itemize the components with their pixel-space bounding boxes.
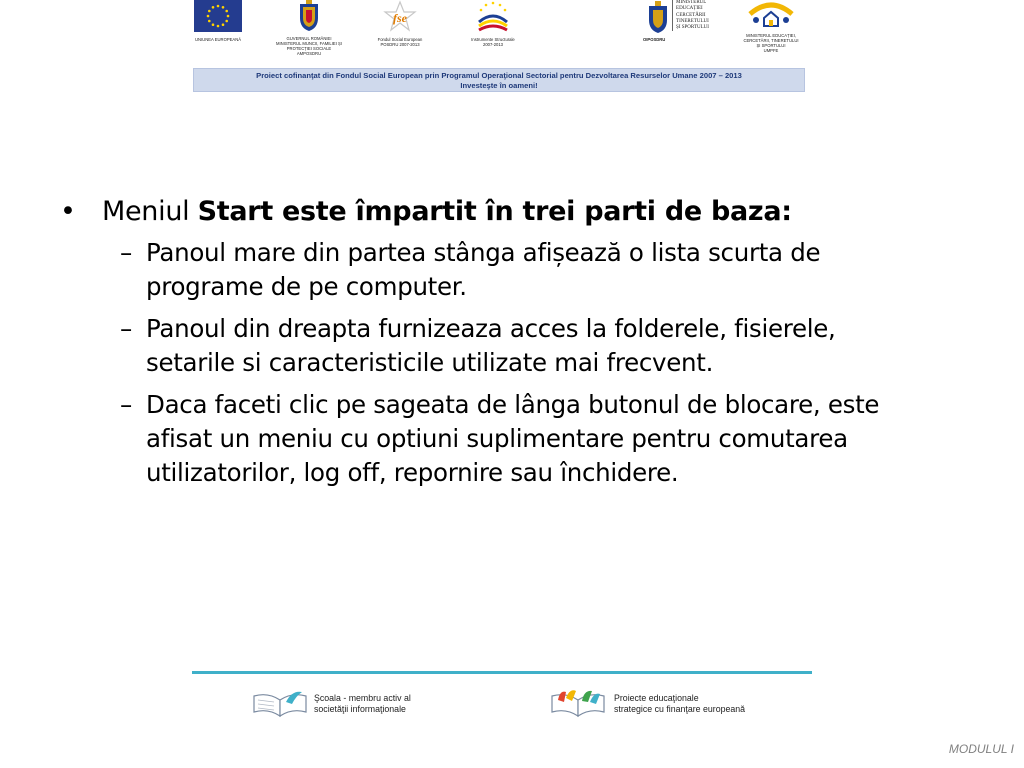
logo-fse-caption: Fondul Social European POSDRU 2007-2013 xyxy=(377,37,423,47)
logo-umpfe-caption: MINISTERUL EDUCAȚIEI, CERCETĂRII, TINERETULUI ȘI SPORTULUI UMPFE xyxy=(743,33,799,53)
footer-projects-text: Proiecte educaţionale strategice cu finanţare europeană xyxy=(614,693,746,714)
footer-divider xyxy=(192,671,812,674)
main-bullet xyxy=(60,192,960,232)
slide-body xyxy=(60,192,960,490)
cofinancing-banner xyxy=(193,68,805,92)
logo-fse xyxy=(370,0,430,47)
structural-instruments-icon xyxy=(475,0,511,34)
partner-logos-strip xyxy=(190,0,810,66)
logo-structural-instruments xyxy=(462,0,524,47)
sub-bullet-1 xyxy=(60,236,960,304)
svg-text:fse: fse xyxy=(393,11,407,25)
footer-logo-projects xyxy=(548,688,745,720)
logo-eu-caption: UNIUNEA EUROPEANĂ xyxy=(194,37,242,42)
footer-school-text: Şcoala - membru activ al societăţii informaţionale xyxy=(314,693,411,714)
eu-flag-icon xyxy=(194,0,242,32)
footer-logo-school xyxy=(252,688,411,720)
sub-bullet-text: Daca faceti clic pe sageata de lânga butonul de blocare, este afisat un meniu cu optiuni suplimentare pentru comutarea utilizatorilor, log off, repornire sau închidere. xyxy=(146,390,880,487)
umpfe-house-icon xyxy=(744,0,798,30)
sub-bullet-marker: – xyxy=(120,390,132,419)
logo-umpfe xyxy=(735,0,807,53)
module-label: MODULUL I xyxy=(948,742,1014,756)
logo-government xyxy=(274,0,344,56)
open-book-icon xyxy=(252,688,308,720)
bullet-plain-text: Meniul xyxy=(102,196,198,227)
ministry-logo-text: MINISTERUL EDUCAȚIEI CERCETĂRII TINERETULUI ȘI SPORTULUI xyxy=(672,0,709,31)
banner-line-1: Proiect cofinanţat din Fondul Social European prin Programul Operaţional Sectorial pentru Dezvoltarea Resurselor Umane 2007 – 2013 xyxy=(256,71,742,80)
bullet-bold-text: Start este împartit în trei parti de baza: xyxy=(197,196,792,227)
logo-eu xyxy=(190,0,246,42)
banner-line-2: Investeşte în oameni! xyxy=(460,81,538,90)
logo-government-caption: GUVERNUL ROMÂNIEI MINISTERUL MUNCII, FAMILIEI ȘI PROTECȚIEI SOCIALE AMPOSDRU xyxy=(276,36,342,56)
logo-ministry-caption: OIPOSDRU xyxy=(643,37,666,42)
sub-bullet-text: Panoul mare din partea stânga afișează o lista scurta de programe de pe computer. xyxy=(146,238,821,301)
bullet-marker: • xyxy=(60,196,76,227)
sub-bullet-3 xyxy=(60,388,960,490)
sub-bullet-marker: – xyxy=(120,314,132,343)
colorful-book-icon xyxy=(548,688,608,720)
sub-bullet-2 xyxy=(60,312,960,380)
sub-bullet-text: Panoul din dreapta furnizeaza acces la folderele, fisierele, setarile si caracteristicile utilizate mai frecvent. xyxy=(146,314,836,377)
logo-ministry xyxy=(638,0,718,42)
romania-coat-of-arms-icon xyxy=(298,0,320,32)
ministry-crest-icon xyxy=(647,0,669,34)
fse-logo-icon xyxy=(382,0,418,34)
sub-bullet-marker: – xyxy=(120,238,132,267)
logo-structural-instruments-caption: Instrumente Structurale 2007-2013 xyxy=(471,37,515,47)
